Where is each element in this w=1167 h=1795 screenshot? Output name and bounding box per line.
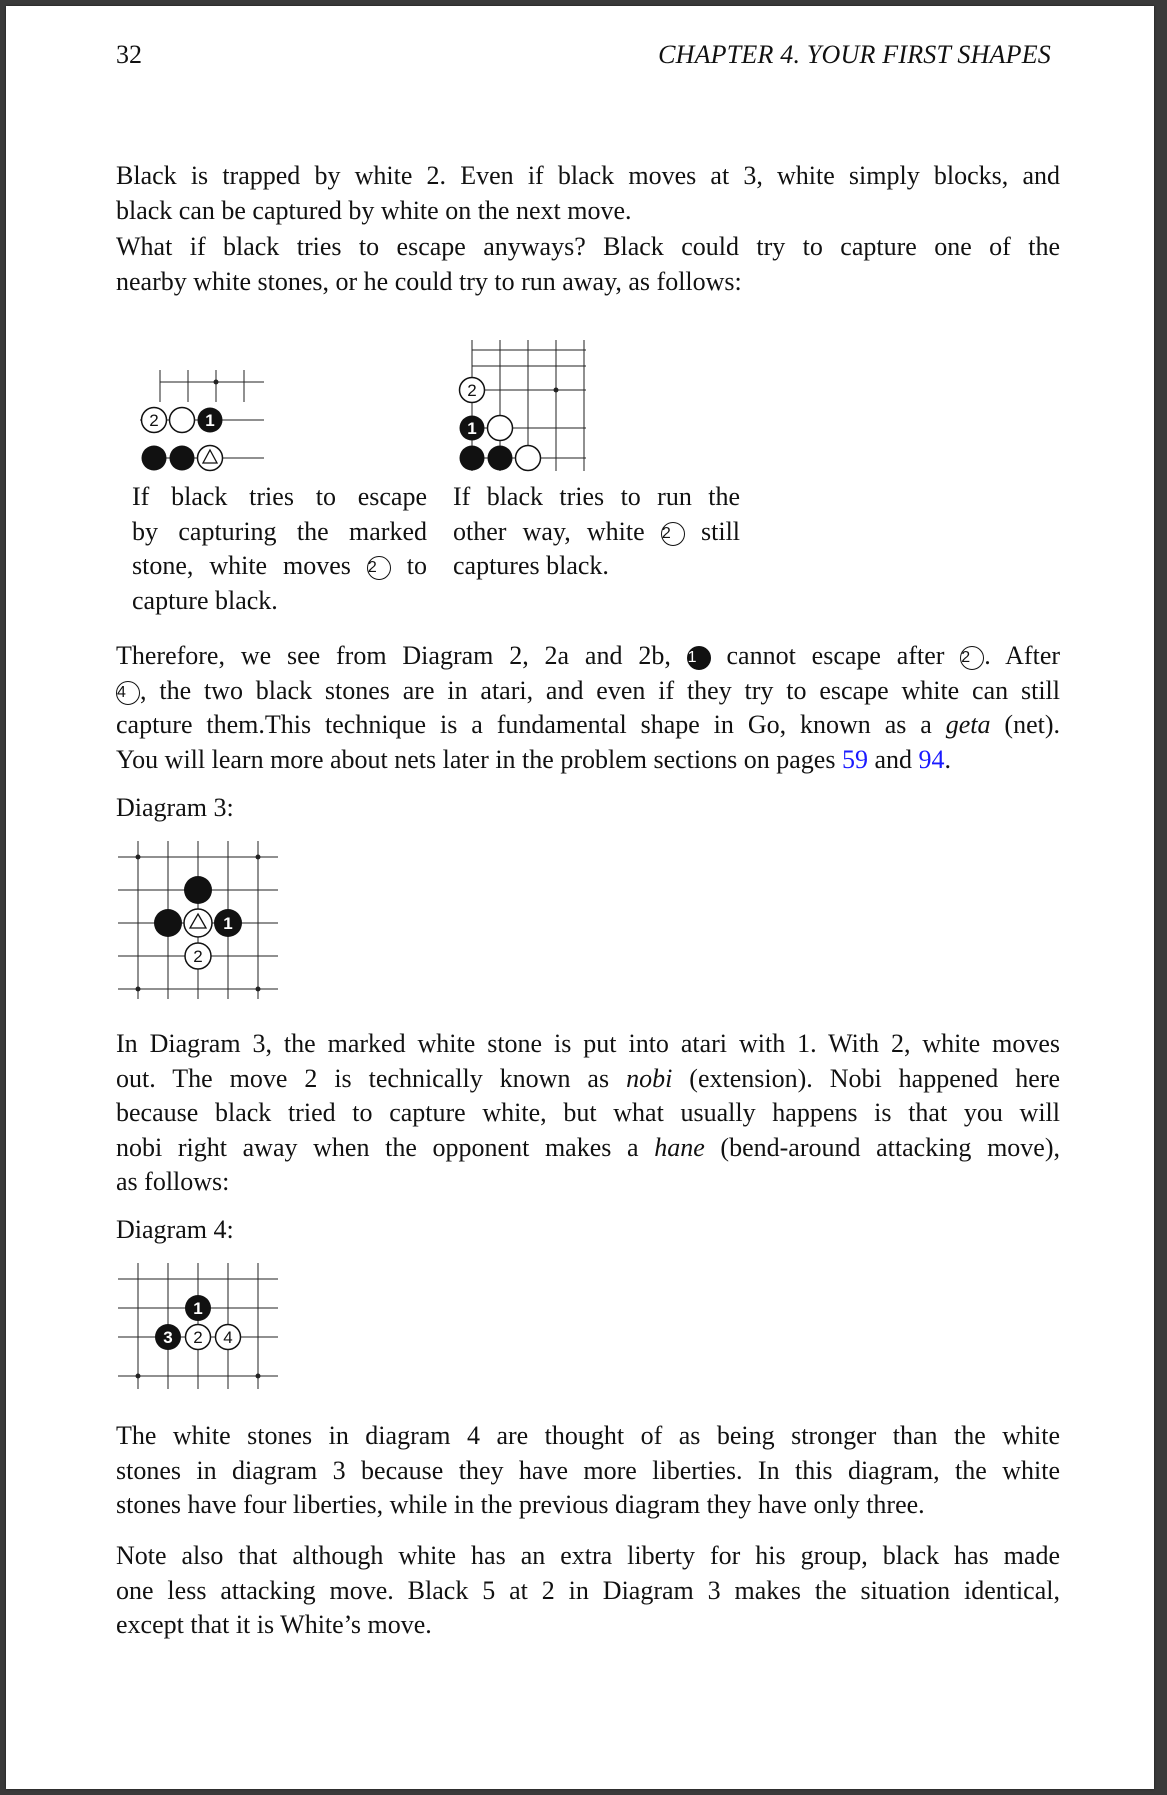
- paragraph-1: [116, 159, 1060, 228]
- black-stone: [488, 446, 513, 471]
- text-line: [116, 1131, 1060, 1166]
- text-line: except that it is White’s move.: [116, 1610, 432, 1639]
- text-run: (bend-around attacking move),: [720, 1132, 1060, 1162]
- text-line: captures black.: [453, 551, 609, 580]
- term-hane: hane: [654, 1132, 705, 1162]
- move-number-label: 3: [163, 1328, 173, 1347]
- paragraph-3: [116, 639, 1060, 777]
- text-line: If black tries to escape: [132, 482, 427, 511]
- white-stone: [488, 416, 513, 441]
- text-line: [116, 708, 1060, 743]
- paragraph-5: [116, 1419, 1060, 1523]
- move-number-label: 1: [467, 419, 477, 438]
- text-run: (net).: [1004, 710, 1061, 739]
- paragraph-2: [116, 230, 1060, 299]
- white-stone-marker: 2: [367, 556, 391, 580]
- move-number-label: 2: [193, 1328, 203, 1347]
- text-run: Therefore, we see from Diagram 2, 2a and 2b,: [116, 641, 671, 670]
- page-link-94[interactable]: 94: [918, 744, 945, 774]
- go-board-diagram-3: [118, 841, 283, 1001]
- go-board-diagram-2b: [462, 346, 592, 481]
- move-number-label: 1: [193, 1299, 203, 1318]
- text-line: Black is trapped by white 2. Even if black moves at 3, white simply blocks, and: [116, 161, 1060, 190]
- term-nobi: nobi: [626, 1063, 673, 1093]
- text-run: (extension). Nobi happened here: [689, 1063, 1061, 1093]
- black-stone: [154, 909, 182, 937]
- text-line: The white stones in diagram 4 are thought of as being stronger than the white: [116, 1421, 1060, 1450]
- text-line: [132, 549, 427, 584]
- text-line: as follows:: [116, 1167, 230, 1196]
- text-run: and: [874, 744, 912, 774]
- text-line: one less attacking move. Black 5 at 2 in Diagram 3 makes the situation identical,: [116, 1575, 1060, 1605]
- text-run: capture them.This technique is a fundamental shape in Go, known as a: [116, 710, 932, 739]
- move-number-label: 2: [467, 381, 477, 400]
- black-stone: [184, 876, 212, 904]
- text-run: .: [944, 744, 951, 774]
- text-run: to: [406, 551, 428, 580]
- running-header-chapter: CHAPTER 4. YOUR FIRST SHAPES: [658, 40, 1051, 69]
- page-link-59[interactable]: 59: [841, 744, 868, 774]
- move-number-label: 2: [193, 947, 203, 966]
- text-line: stones have four liberties, while in the previous diagram they have only three.: [116, 1490, 925, 1519]
- diagram-4-label: Diagram 4:: [116, 1215, 234, 1244]
- text-run: nobi right away when the opponent makes a: [116, 1132, 639, 1162]
- term-geta: geta: [945, 710, 991, 739]
- white-stone-marker: 4: [116, 681, 140, 705]
- text-run: stone, white moves: [132, 551, 351, 580]
- text-line: [116, 743, 1060, 778]
- white-stone: [170, 408, 195, 433]
- move-number-label: 2: [149, 411, 159, 430]
- text-line: If black tries to run the: [453, 482, 740, 511]
- text-line: nearby white stones, or he could try to run away, as follows:: [116, 266, 742, 296]
- text-line: Note also that although white has an extra liberty for his group, black has made: [116, 1541, 1060, 1570]
- caption-diagram-2b: [453, 480, 740, 584]
- diagram-3-label: Diagram 3:: [116, 793, 234, 822]
- text-line: [116, 1062, 1060, 1097]
- move-number-label: 4: [223, 1328, 233, 1347]
- text-line: stones in diagram 3 because they have more liberties. In this diagram, the white: [116, 1455, 1060, 1485]
- text-line: What if black tries to escape anyways? Black could try to capture one of the: [116, 232, 1060, 261]
- paragraph-6: [116, 1539, 1060, 1643]
- text-run: out. The move 2 is technically known as: [116, 1063, 610, 1093]
- text-line: black can be captured by white on the next move.: [116, 195, 632, 225]
- black-stone: [170, 446, 195, 471]
- go-board-diagram-2a: [140, 374, 270, 474]
- document-page: [6, 6, 1154, 1789]
- text-run: cannot escape after: [726, 641, 945, 670]
- white-stone-marker: 2: [661, 522, 685, 546]
- text-line: because black tried to capture white, but what usually happens is that you will: [116, 1098, 1060, 1127]
- white-stone-marker: 2: [960, 646, 984, 670]
- paragraph-4: [116, 1027, 1060, 1200]
- text-line: capture black.: [132, 585, 278, 615]
- page-number: 32: [116, 40, 142, 69]
- text-line: In Diagram 3, the marked white stone is put into atari with 1. With 2, white moves: [116, 1029, 1060, 1058]
- text-run: . After: [984, 641, 1061, 670]
- text-line: [116, 639, 1060, 674]
- text-line: [453, 515, 740, 550]
- caption-diagram-2a: [132, 480, 427, 618]
- text-line: [116, 674, 1060, 709]
- move-number-label: 1: [205, 411, 215, 430]
- black-stone: [460, 446, 485, 471]
- text-run: other way, white: [453, 516, 645, 546]
- text-line: by capturing the marked: [132, 516, 427, 546]
- text-run: still: [701, 516, 741, 546]
- black-stone-marker: 1: [687, 646, 711, 670]
- move-number-label: 1: [223, 914, 233, 933]
- white-stone: [516, 446, 541, 471]
- black-stone: [142, 446, 167, 471]
- text-run: You will learn more about nets later in the problem sections on pages: [116, 744, 836, 774]
- go-board-diagram-4: [118, 1263, 283, 1393]
- text-run: , the two black stones are in atari, and even if they try to escape white can still: [140, 675, 1060, 705]
